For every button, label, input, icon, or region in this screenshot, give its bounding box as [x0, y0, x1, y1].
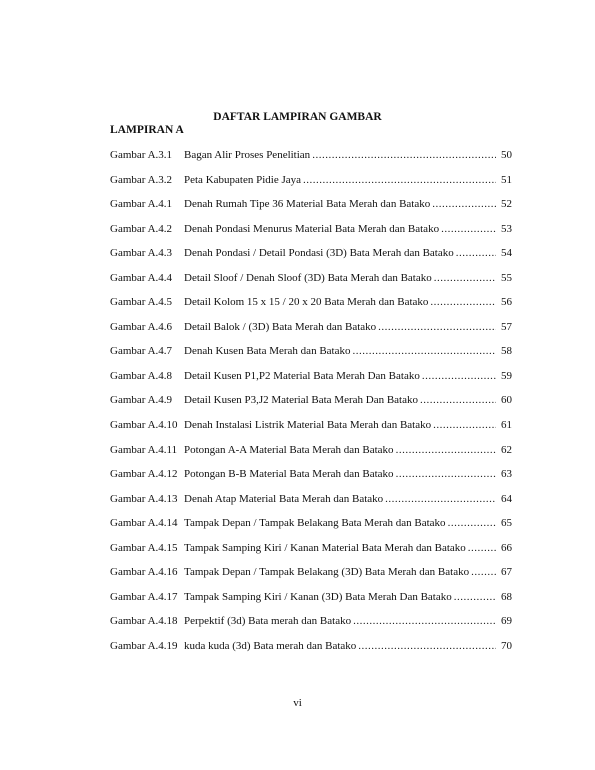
figure-title: Potongan B-B Material Bata Merah dan Batako	[184, 468, 394, 481]
figure-title: Tampak Depan / Tampak Belakang Bata Merah dan Batako	[184, 517, 446, 530]
figure-title: Detail Kusen P1,P2 Material Bata Merah Dan Batako	[184, 369, 420, 382]
dot-leader	[441, 223, 496, 235]
figure-code: Gambar A.4.3	[110, 247, 173, 260]
figure-title: kuda kuda (3d) Bata merah dan Batako	[184, 639, 357, 652]
list-item	[110, 370, 512, 395]
list-item	[110, 174, 512, 199]
dot-leader	[352, 345, 496, 357]
figure-title: Denah Instalasi Listrik Material Bata Merah dan Batako	[184, 419, 432, 432]
document-heading: DAFTAR LAMPIRAN GAMBAR	[213, 111, 382, 123]
dot-leader	[358, 640, 496, 652]
list-item	[110, 419, 512, 444]
dot-leader	[433, 419, 496, 431]
dot-leader	[468, 542, 496, 554]
dot-leader	[471, 566, 496, 578]
figure-title: Denah Pondasi Menurus Material Bata Merah dan Batako	[184, 222, 440, 235]
list-item	[110, 444, 512, 469]
list-item	[110, 149, 512, 174]
list-item	[110, 517, 512, 542]
figure-code: Gambar A.4.8	[110, 369, 173, 382]
dot-leader	[448, 517, 496, 529]
figure-page-number: 55	[501, 271, 512, 284]
dot-leader	[422, 370, 496, 382]
figure-code: Gambar A.3.1	[110, 149, 173, 161]
figure-code: Gambar A.4.10	[110, 419, 178, 432]
figure-title: Denah Kusen Bata Merah dan Batako	[184, 345, 351, 358]
list-item	[110, 345, 512, 370]
figure-code: Gambar A.4.18	[110, 615, 178, 628]
figure-code: Gambar A.4.7	[110, 345, 173, 358]
list-item	[110, 566, 512, 591]
figure-code: Gambar A.4.19	[110, 639, 178, 652]
figure-page-number: 61	[501, 419, 512, 432]
figure-page-number: 56	[501, 296, 512, 309]
dot-leader	[456, 247, 496, 259]
list-item	[110, 394, 512, 419]
list-item	[110, 198, 512, 223]
figure-page-number: 51	[501, 173, 512, 186]
dot-leader	[353, 615, 496, 627]
list-item	[110, 542, 512, 567]
figure-code: Gambar A.4.5	[110, 296, 173, 309]
figure-code: Gambar A.4.11	[110, 443, 178, 456]
list-item	[110, 640, 512, 665]
figure-title: Potongan A-A Material Bata Merah dan Batako	[184, 443, 394, 456]
figure-code: Gambar A.4.12	[110, 468, 178, 481]
figure-title: Detail Kusen P3,J2 Material Bata Merah Dan Batako	[184, 394, 418, 407]
list-item	[110, 272, 512, 297]
figure-page-number: 59	[501, 369, 512, 382]
list-item	[110, 615, 512, 640]
figure-page-number: 54	[501, 247, 512, 260]
figure-code: Gambar A.4.16	[110, 566, 178, 579]
list-item	[110, 247, 512, 272]
list-item	[110, 223, 512, 248]
dot-leader	[420, 394, 496, 406]
dot-leader	[385, 493, 496, 505]
list-item	[110, 296, 512, 321]
figure-title: Tampak Depan / Tampak Belakang (3D) Bata Merah dan Batako	[184, 566, 470, 579]
figure-code: Gambar A.3.2	[110, 173, 173, 186]
figure-code: Gambar A.4.6	[110, 320, 173, 333]
figure-page-number: 70	[501, 639, 512, 652]
section-label: LAMPIRAN A	[110, 124, 184, 136]
figure-page-number: 69	[501, 615, 512, 628]
figure-code: Gambar A.4.9	[110, 394, 173, 407]
figure-title: Denah Rumah Tipe 36 Material Bata Merah dan Batako	[184, 198, 431, 211]
figure-page-number: 67	[501, 566, 512, 579]
figure-title: Denah Pondasi / Detail Pondasi (3D) Bata Merah dan Batako	[184, 247, 454, 260]
figure-title: Tampak Samping Kiri / Kanan (3D) Bata Merah Dan Batako	[184, 590, 452, 603]
figure-page-number: 66	[501, 541, 512, 554]
dot-leader	[396, 468, 496, 480]
figure-page-number: 58	[501, 345, 512, 358]
figure-page-number: 65	[501, 517, 512, 530]
figure-list	[110, 149, 512, 664]
list-item	[110, 468, 512, 493]
figure-code: Gambar A.4.17	[110, 590, 178, 603]
figure-code: Gambar A.4.2	[110, 222, 173, 235]
page-number: vi	[293, 697, 302, 709]
list-item	[110, 591, 512, 616]
figure-code: Gambar A.4.15	[110, 541, 178, 554]
figure-title: Tampak Samping Kiri / Kanan Material Bata Merah dan Batako	[184, 541, 466, 554]
dot-leader	[303, 174, 496, 186]
figure-page-number: 62	[501, 443, 512, 456]
dot-leader	[454, 591, 496, 603]
figure-title: Detail Balok / (3D) Bata Merah dan Batako	[184, 320, 377, 333]
dot-leader	[378, 321, 496, 333]
figure-code: Gambar A.4.13	[110, 492, 178, 505]
figure-title: Bagan Alir Proses Penelitian	[184, 149, 311, 161]
dot-leader	[432, 198, 496, 210]
figure-code: Gambar A.4.14	[110, 517, 178, 530]
figure-page-number: 60	[501, 394, 512, 407]
figure-title: Detail Sloof / Denah Sloof (3D) Bata Merah dan Batako	[184, 271, 432, 284]
dot-leader	[430, 296, 496, 308]
figure-title: Peta Kabupaten Pidie Jaya	[184, 173, 301, 186]
figure-page-number: 53	[501, 222, 512, 235]
list-item	[110, 321, 512, 346]
figure-page-number: 52	[501, 198, 512, 211]
figure-title: Detail Kolom 15 x 15 / 20 x 20 Bata Merah dan Batako	[184, 296, 429, 309]
dot-leader	[434, 272, 496, 284]
figure-page-number: 50	[501, 149, 512, 161]
figure-page-number: 64	[501, 492, 512, 505]
figure-code: Gambar A.4.1	[110, 198, 173, 211]
figure-page-number: 63	[501, 468, 512, 481]
dot-leader	[396, 444, 496, 456]
figure-page-number: 57	[501, 320, 512, 333]
figure-page-number: 68	[501, 590, 512, 603]
figure-code: Gambar A.4.4	[110, 271, 173, 284]
list-item	[110, 493, 512, 518]
figure-title: Perpektif (3d) Bata merah dan Batako	[184, 615, 352, 628]
figure-title: Denah Atap Material Bata Merah dan Batako	[184, 492, 384, 505]
dot-leader	[312, 149, 496, 161]
